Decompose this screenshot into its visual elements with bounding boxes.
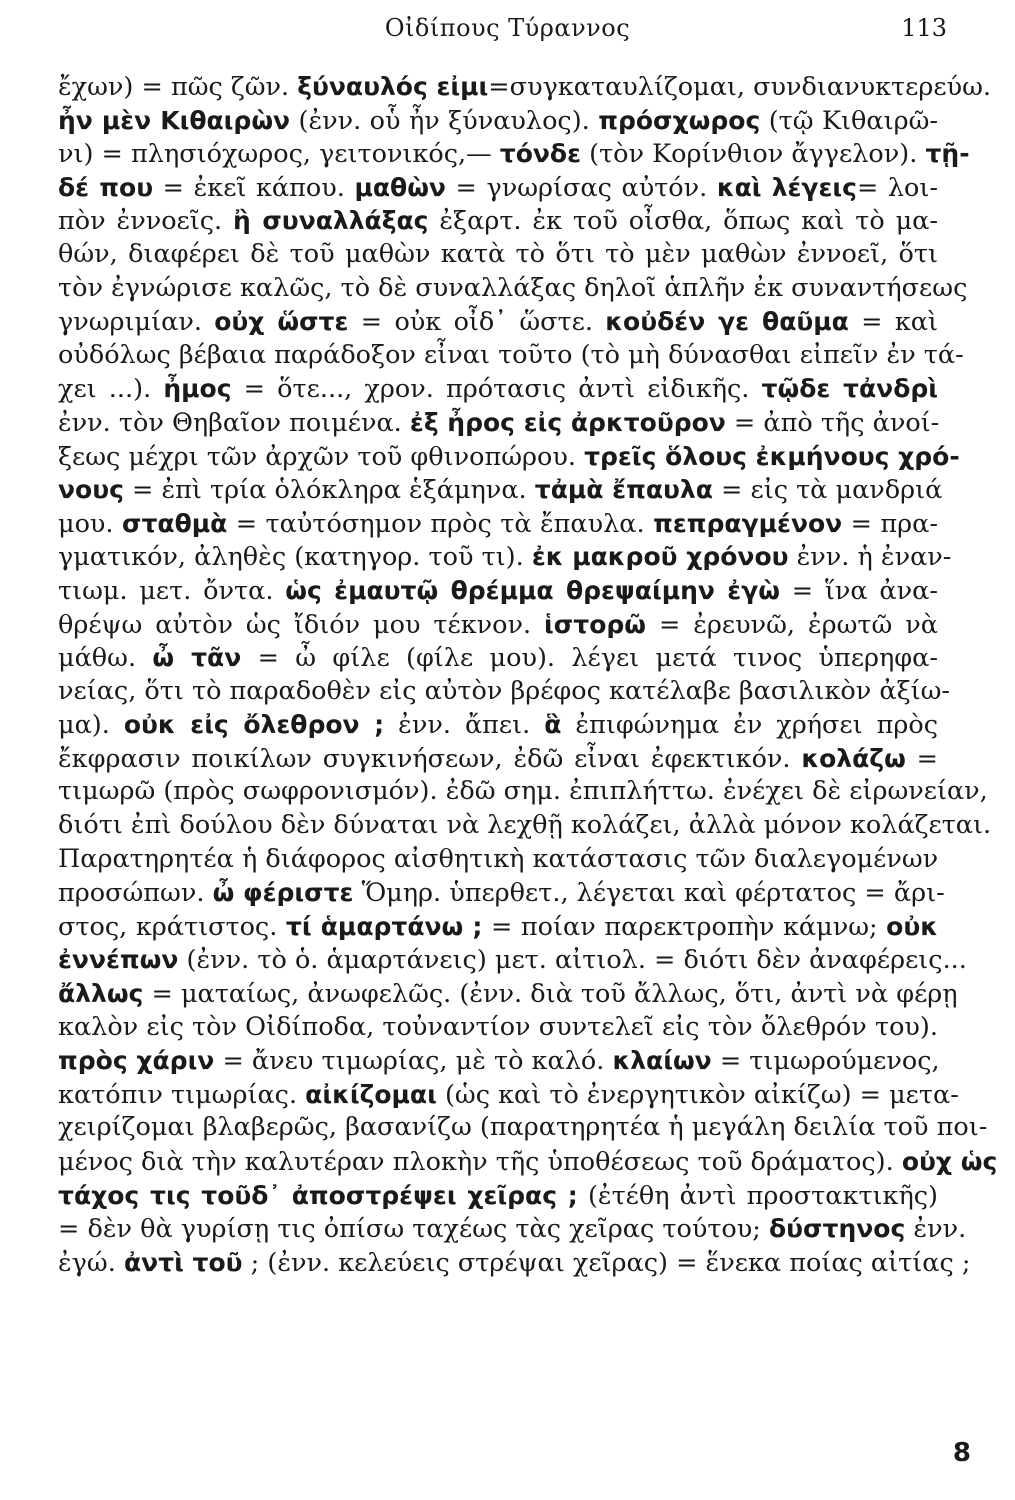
printer-signature-mark: 8 (952, 1438, 971, 1468)
gloss-text: = ὅτε..., χρον. πρότασις ἀντὶ εἰδικῆς. (231, 374, 762, 405)
text-line (58, 305, 938, 339)
text-line (58, 1246, 971, 1280)
gloss-text: Παρατηρητέα ἡ διάφορος αἰσθητικὴ κατάστασις τῶν διαλεγομένων (58, 843, 939, 874)
gloss-text: τιωμ. μετ. ὄντα. (58, 575, 286, 606)
text-line (58, 1145, 998, 1179)
gloss-text: νείας, ὅτι τὸ παραδοθὲν εἰς αὐτὸν βρέφος κατέλαβε βασιλικὸν ἀξίω- (58, 675, 951, 706)
text-line (58, 238, 938, 272)
text-line (58, 1011, 938, 1045)
gloss-text: προσώπων. (58, 878, 213, 909)
lemma-term: τῇ- (925, 139, 970, 169)
lemma-term: ἢ συναλλάξας (233, 206, 429, 236)
gloss-text: στος, κράτιστος. (58, 911, 286, 942)
gloss-text: = λοι- (856, 172, 939, 203)
lemma-term: οὐχ ὥστε (214, 307, 349, 337)
gloss-text: ἐνν. ἄπει. (384, 710, 545, 741)
text-line (58, 775, 988, 809)
text-line (58, 574, 938, 608)
text-line (58, 1111, 988, 1145)
lemma-term: ὦ τᾶν (152, 643, 242, 673)
gloss-text: μάθω. (58, 643, 153, 674)
lemma-term: πρὸς χάριν (58, 1046, 215, 1076)
lemma-term: ἄλλως (58, 979, 144, 1009)
gloss-text: ἐπιφώνημα ἐν χρήσει πρὸς (561, 710, 938, 741)
gloss-text: ἔκφρασιν ποικίλων συγκινήσεων, ἐδῶ εἶναι ἐφεκτικόν. (58, 743, 802, 774)
gloss-text: (τῷ Κιθαιρῶ- (760, 105, 938, 136)
lemma-term: οὐχ ὡς (901, 1147, 998, 1176)
gloss-text: μα). (58, 710, 124, 741)
page-number: 113 (901, 14, 947, 42)
gloss-text: = πρα- (842, 508, 939, 539)
gloss-text: = δὲν θὰ γυρίσῃ τις ὀπίσω ταχέως τὰς χεῖρας τούτου; (58, 1214, 769, 1245)
text-line (58, 1212, 967, 1246)
running-header (60, 8, 955, 54)
text-line (58, 204, 938, 238)
text-line (58, 406, 938, 440)
text-line (58, 675, 951, 709)
lemma-term: τί ἁμαρτάνω ; (285, 911, 483, 941)
gloss-text: = ἄνευ τιμωρίας, μὲ τὸ καλό. (214, 1046, 613, 1077)
text-line (58, 843, 938, 877)
lemma-term: οὐκ εἰς ὄλεθρον ; (123, 710, 385, 740)
gloss-text: τὸν ἐγνώρισε καλῶς, τὸ δὲ συναλλάξας δηλοῖ ἁπλῆν ἐκ συναντήσεως (58, 272, 968, 303)
lemma-term: νους (58, 475, 124, 505)
gloss-text: ἐξαρτ. ἐκ τοῦ οἶσθα, ὅπως καὶ τὸ μα- (428, 206, 939, 237)
gloss-text: κατόπιν τιμωρίας. (58, 1079, 306, 1110)
text-line (58, 507, 938, 541)
text-line (58, 708, 938, 742)
gloss-text: = ταὐτόσημον πρὸς τὰ ἔπαυλα. (227, 508, 654, 539)
gloss-text: (ἐνν. τὸ ὁ. ἁμαρτάνεις) μετ. αἰτιολ. = διότι δὲν ἀναφέρεις... (178, 945, 967, 976)
gloss-text: καλὸν εἰς τὸν Οἰδίποδα, τοὐναντίον συντελεῖ εἰς τὸν ὄλεθρόν του). (58, 1011, 938, 1042)
gloss-text: = ποίαν παρεκτροπὴν κάμνω; (482, 911, 887, 942)
gloss-text: Ὅμηρ. ὑπερθετ., λέγεται καὶ φέρτατος = ἄρι- (353, 878, 945, 909)
gloss-text: μου. (58, 508, 122, 539)
lemma-term: σταθμὰ (121, 508, 228, 538)
text-line (58, 473, 943, 507)
lemma-term: μαθὼν (354, 172, 446, 202)
text-line (58, 372, 938, 406)
lemma-term: ἐκ μακροῦ χρόνου (531, 542, 789, 572)
gloss-text: πὸν ἐννοεῖς. (58, 206, 234, 237)
gloss-text: τιμωρῶ (πρὸς σωφρονισμόν). ἐδῶ σημ. ἐπιπλήττω. ἐνέχει δὲ εἰρωνείαν, (58, 776, 988, 807)
gloss-text: θρέψω αὐτὸν ὡς ἴδιόν μου τέκνον. (58, 609, 545, 640)
gloss-text: = (905, 743, 939, 774)
gloss-text: = ἐκεῖ κάπου. (153, 172, 355, 203)
text-line (58, 1179, 938, 1213)
lemma-term: τόνδε (499, 139, 582, 169)
text-line (58, 540, 952, 574)
gloss-text: ; (ἐνν. κελεύεις στρέψαι χεῖρας) = ἕνεκα ποίας αἰτίας ; (242, 1247, 971, 1278)
gloss-text: = εἰς τὰ μανδριά (712, 475, 943, 506)
text-line (58, 70, 991, 104)
gloss-text: ἐνν. ἡ ἐναν- (788, 542, 952, 573)
gloss-text: χει ...). (58, 374, 164, 405)
gloss-text: = ὦ φίλε (φίλε μου). λέγει μετά τινος ὑπερηφα- (241, 643, 938, 674)
gloss-text: = ἵνα ἀνα- (779, 575, 938, 606)
gloss-text: νι) = πλησιόχωρος, γειτονικός,— (58, 139, 500, 170)
gloss-text: ἐνν. τὸν Θηβαῖον ποιμένα. (58, 407, 410, 438)
gloss-text: διότι ἐπὶ δούλου δὲν δύναται νὰ λεχθῇ κολάζει, ἀλλὰ μόνον κολάζεται. (58, 810, 992, 841)
text-line (58, 440, 960, 474)
gloss-text: = τιμωρούμενος, (711, 1046, 940, 1077)
lemma-term: ὡς ἐμαυτῷ θρέμμα θρεψαίμην ἐγὼ (285, 575, 780, 605)
lemma-term: τάχος τις τοῦδ᾽ ἀποστρέψει χεῖρας ; (58, 1180, 578, 1210)
gloss-text: χειρίζομαι βλαβερῶς, βασανίζω (παρατηρητέα ἡ μεγάλη δειλία τοῦ ποι- (58, 1112, 988, 1143)
lemma-term: ἦν μὲν Κιθαιρὼν (58, 105, 291, 135)
text-line (58, 641, 938, 675)
gloss-text: θών, διαφέρει δὲ τοῦ μαθὼν κατὰ τὸ ὅτι τὸ μὲν μαθὼν ἐννοεῖ, ὅτι (58, 238, 938, 269)
lemma-term: οὐκ (886, 911, 938, 941)
text-line (58, 876, 945, 910)
lemma-term: δέ που (58, 172, 154, 202)
text-line (58, 910, 938, 944)
lemma-term: τρεῖς ὅλους ἐκμήνους χρό- (584, 441, 960, 471)
gloss-text: (ἐτέθη ἀντὶ προστακτικῆς) (577, 1180, 938, 1211)
gloss-text: = ἐρευνῶ, ἐρωτῶ νὰ (646, 609, 938, 640)
gloss-text: γματικόν, ἀληθὲς (κατηγορ. τοῦ τι). (58, 542, 532, 573)
lemma-term: ἀντὶ τοῦ (123, 1247, 243, 1277)
text-line (58, 137, 970, 171)
text-line (58, 608, 938, 642)
lemma-term: αἰκίζομαι (305, 1079, 437, 1109)
lemma-term: κοὐδέν γε θαῦμα (605, 307, 849, 337)
gloss-text: = ματαίως, ἀνωφελῶς. (ἐνν. διὰ τοῦ ἄλλως, ὅτι, ἀντὶ νὰ φέρῃ (143, 979, 958, 1010)
gloss-text: = ἐπὶ τρία ὁλόκληρα ἑξάμηνα. (123, 475, 535, 506)
gloss-text: = καὶ (848, 307, 938, 338)
gloss-text: ἐνν. (905, 1214, 967, 1245)
lemma-term: τἀμὰ ἔπαυλα (534, 475, 713, 505)
commentary-text (58, 70, 998, 1279)
lemma-term: ἱστορῶ (544, 609, 647, 639)
lemma-term: ἐννέπων (58, 945, 179, 975)
gloss-text: ἐγώ. (58, 1247, 124, 1278)
text-line (58, 104, 938, 138)
text-line (58, 943, 967, 977)
lemma-term: ἃ (544, 710, 562, 740)
gloss-text: = ἀπὸ τῆς ἀνοί- (725, 407, 940, 438)
lemma-term: πεπραγμένον (653, 508, 843, 538)
running-title: Οἰδίπους Τύραννος (384, 14, 631, 42)
text-line (58, 339, 964, 373)
lemma-term: κλαίων (612, 1046, 712, 1076)
lemma-term: καὶ λέγεις (716, 172, 857, 202)
gloss-text: (ὡς καὶ τὸ ἐνεργητικὸν αἰκίζω) = μετα- (436, 1079, 959, 1110)
text-line (58, 1044, 938, 1078)
gloss-text: ἔχων) = πῶς ζῶν. (58, 72, 298, 102)
text-line (58, 977, 958, 1011)
text-line (58, 742, 938, 776)
gloss-text: οὐδόλως βέβαια παράδοξον εἶναι τοῦτο (τὸ μὴ δύνασθαι εἰπεῖν ἐν τά- (58, 339, 964, 370)
lemma-term: πρόσχωρος (598, 105, 761, 135)
text-line (58, 272, 968, 306)
gloss-text: (τὸν Κορίνθιον ἄγγελον). (581, 139, 926, 170)
gloss-text: (ἐνν. οὗ ἦν ξύναυλος). (290, 105, 599, 136)
gloss-text: γνωριμίαν. (58, 307, 215, 338)
lemma-term: ξύναυλός εἰμι (297, 72, 489, 101)
lemma-term: ἐξ ἦρος εἰς ἀρκτοῦρον (409, 407, 726, 437)
lemma-term: ὦ φέριστε (212, 878, 354, 908)
gloss-text: = γνωρίσας αὐτόν. (445, 172, 717, 203)
lemma-term: τῷδε τἀνδρὶ (761, 374, 939, 404)
gloss-text: =συγκαταυλίζομαι, συνδιανυκτερεύω. (488, 72, 991, 102)
text-line (58, 171, 938, 205)
lemma-term: δύστηνος (769, 1214, 906, 1244)
lemma-term: κολάζω (801, 743, 906, 773)
lemma-term: ἦμος (163, 374, 232, 404)
gloss-text: = οὐκ οἶδ᾽ ὥστε. (348, 307, 606, 338)
gloss-text: μένος διὰ τὴν καλυτέραν πλοκὴν τῆς ὑποθέσεως τοῦ δράματος). (58, 1147, 902, 1177)
text-line (58, 809, 992, 843)
text-line (58, 1078, 959, 1112)
gloss-text: ξεως μέχρι τῶν ἀρχῶν τοῦ φθινοπώρου. (58, 441, 585, 472)
